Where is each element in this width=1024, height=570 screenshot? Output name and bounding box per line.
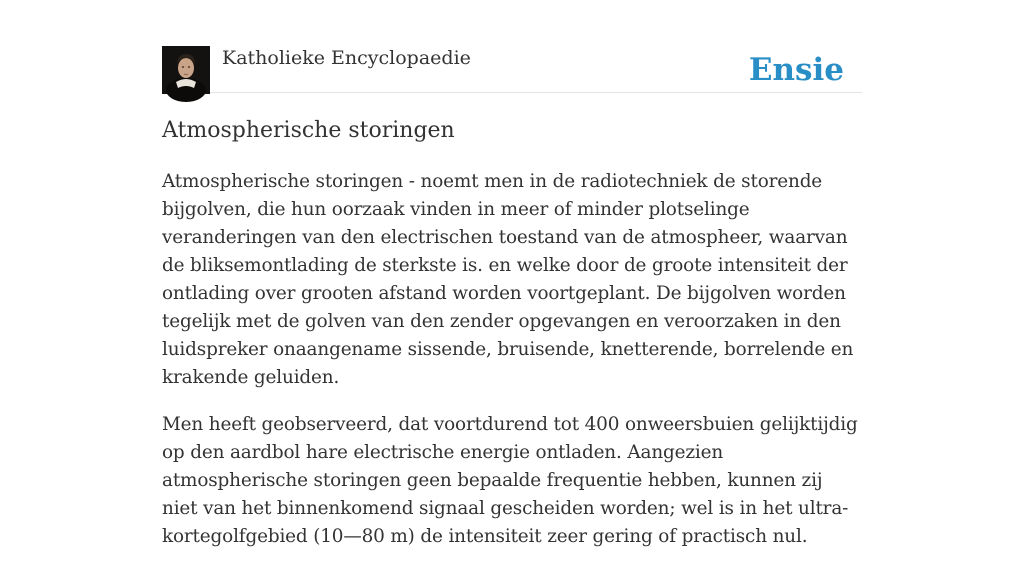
site-name[interactable]: Katholieke Encyclopaedie (222, 47, 471, 69)
avatar[interactable] (162, 46, 210, 94)
ensie-logo-link[interactable]: Ensie (748, 52, 844, 88)
page-title: Atmospherische storingen (162, 118, 455, 143)
portrait-image (162, 46, 210, 94)
site-header (162, 46, 862, 93)
article-body (162, 168, 862, 570)
article-paragraph: Atmospherische storingen - noemt men in de radiotechniek de storende bijgolven, die hun oorzaak vinden in meer of minder plotselinge veranderingen van den electrischen toestand van de atmospheer, waarvan de bliksemontlading de sterkste is. en welke door de groote intensiteit der ontlading over grooten afstand worden voortgeplant. De bijgolven worden tegelijk met de golven van den zender opgevangen en veroorzaken in den luidspreker onaangename sissende, bruisende, knetterende, borrelende en krakende geluiden. (162, 171, 854, 388)
article-paragraph: Men heeft geobserveerd, dat voortdurend tot 400 onweersbuien gelijktijdig op den aardbol hare electrische energie ontladen. Aangezien atmospherische storingen geen bepaalde frequentie hebben, kunnen zij niet van het binnenkomend signaal gescheiden worden; wel is in het ultra-kortegolfgebied (10—80 m) de intensiteit zeer gering of practisch nul. (162, 414, 858, 547)
